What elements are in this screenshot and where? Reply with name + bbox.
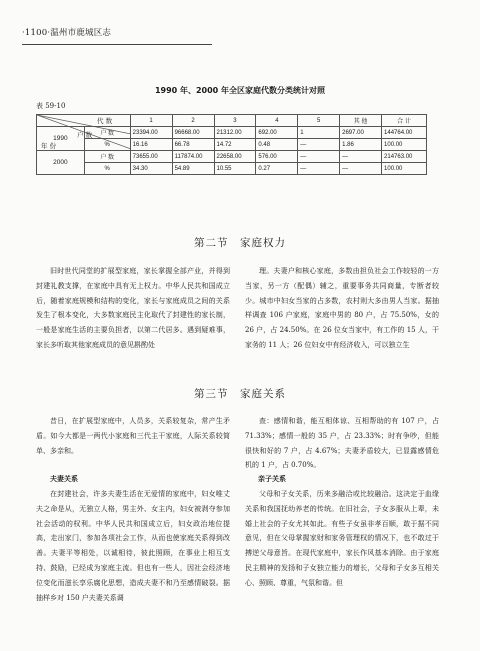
value-cell: 1 [298, 127, 340, 139]
value-cell: 100.00 [382, 163, 427, 175]
value-cell: 21312.00 [214, 127, 256, 139]
body-paragraph: 在封建社会，许多夫妻生活在无爱情的家庭中，妇女唯丈夫之命是从，无独立人格，男主外、女主内，妇女被剥夺参加社会活动的权利。中华人民共和国成立后，妇女政治地位提高，走出家门，参加各项社会工作，从而也使家庭关系得到改善。夫妻平等相处，以诚相待，彼此照顾，在事业上相互支持、鼓励，已经成为家庭主流。但也有一些人，因社会经济地位变化而滋长享乐腐化思想，造成夫妻不和乃至感情破裂。据抽样乡对 150 户夫妻关系调 [36, 490, 230, 602]
value-cell: 23394.00 [130, 127, 172, 139]
value-cell: 10.55 [214, 163, 256, 175]
value-cell: 576.00 [256, 151, 298, 163]
value-cell: — [298, 139, 340, 151]
value-cell: — [340, 163, 382, 175]
corner-label-households: 户 数 [77, 131, 93, 139]
value-cell: 100.00 [382, 139, 427, 151]
column-header: 4 [256, 115, 298, 127]
column-header: 其 他 [340, 115, 382, 127]
value-cell: 34.30 [130, 163, 172, 175]
statistics-table [36, 114, 427, 175]
body-paragraph: 旧时世代同堂的扩展型家庭，家长掌握全部产业，并得到封建礼教支撑，在家庭中具有无上权力。中华人民共和国成立后，随着家庭规模和结构的变化，家长与家庭成员之间的关系发生了根本变化，大多数家庭民主化取代了封建性的家长制，一般是家庭生活的主要负担者，以第二代居多。遇到疑难事，家长多听取其他家庭成员的意见斟酌处 [36, 267, 230, 349]
body-paragraph: 查：感情和谐，能互相体谅、互相帮助的有 107 户，占 71.33%；感情一般的 35 户，占 23.33%；时有争吵，但能很快和好的 7 户，占 4.67%；夫妻矛盾较大，已显露感情危机的 1 户，占 0.70%。 [245, 417, 439, 470]
value-cell: 144764.00 [382, 127, 427, 139]
subsection-heading: 夫妻关系 [50, 475, 78, 483]
table-header-row [37, 115, 427, 127]
value-cell: 14.72 [214, 139, 256, 151]
value-cell: 1.86 [340, 139, 382, 151]
table-title: 1990 年、2000 年全区家庭代数分类统计对照 [154, 86, 326, 95]
column-header: 2 [172, 115, 214, 127]
section-title: 第二节 家庭权力 [194, 237, 286, 249]
subsection-heading: 亲子关系 [258, 475, 286, 483]
value-cell: 0.48 [256, 139, 298, 151]
row-kind-cell: % [84, 139, 130, 151]
row-kind-cell: 户 数 [84, 151, 130, 163]
value-cell: 692.00 [256, 127, 298, 139]
value-cell: 214763.00 [382, 151, 427, 163]
value-cell: 16.16 [130, 139, 172, 151]
column-header: 合 计 [382, 115, 427, 127]
value-cell: 117874.00 [172, 151, 214, 163]
value-cell: 54.89 [172, 163, 214, 175]
body-paragraph: 父母和子女关系，历来多融洽或比较融洽。这决定于血缘关系和我国抚幼养老的传统。在旧社会，子女多服从上辈，未婚上社会的子女尤其如此。有些子女虽非孝百顺，敢于据不同意见，但在父母掌握家财和家务管理权的情况下，也不敢过于搏逆父母意旨。在现代家庭中，家长作风基本消除。由于家庭民主精神的发扬和子女独立能力的增长，父母和子女多互相关心、照顾、尊重，气氛和谐。但 [245, 490, 439, 587]
table-number: 表 59-10 [36, 102, 66, 110]
value-cell: — [298, 151, 340, 163]
value-cell: — [340, 151, 382, 163]
row-kind-cell: 户 数 [84, 127, 130, 139]
value-cell: 0.27 [256, 163, 298, 175]
value-cell: — [298, 163, 340, 175]
year-cell: 2000 [37, 151, 85, 175]
table-row [37, 163, 427, 175]
row-kind-cell: % [84, 163, 130, 175]
column-header: 1 [130, 115, 172, 127]
column-header: 3 [214, 115, 256, 127]
value-cell: 2697.00 [340, 127, 382, 139]
page-header: ·1100·温州市鹿城区志 [22, 28, 112, 38]
header-rule [22, 44, 212, 45]
year-cell: 1990 [37, 127, 85, 151]
column-header: 5 [298, 115, 340, 127]
body-paragraph: 理。夫妻户和核心家庭，多数由担负社会工作较轻的一方当家，另一方（配偶）辅之，重要事务共同商量，专断者较少。城市中妇女当家的占多数，农村则大多由男人当家。据抽样调查 106 户家庭，家庭中男的 80 户，占 75.50%，女的 26 户，占 24.50%。在 26 位女当家中，有工作的 15 人，干家务的 11 人；26 位妇女中有经济收入，可以独立生 [245, 267, 439, 349]
value-cell: 96668.00 [172, 127, 214, 139]
corner-label-year: 年 份 [41, 142, 57, 150]
value-cell: 66.78 [172, 139, 214, 151]
value-cell: 22658.00 [214, 151, 256, 163]
section-title: 第三节 家庭关系 [194, 388, 286, 400]
corner-label-generations: 代 数 [97, 117, 113, 125]
value-cell: 73655.00 [130, 151, 172, 163]
body-paragraph: 昔日，在扩展型家庭中，人员多，关系较复杂，常产生矛盾。如今大都是一两代小家庭和三代主干家庭，人际关系较简单、多亲和。 [36, 417, 230, 455]
